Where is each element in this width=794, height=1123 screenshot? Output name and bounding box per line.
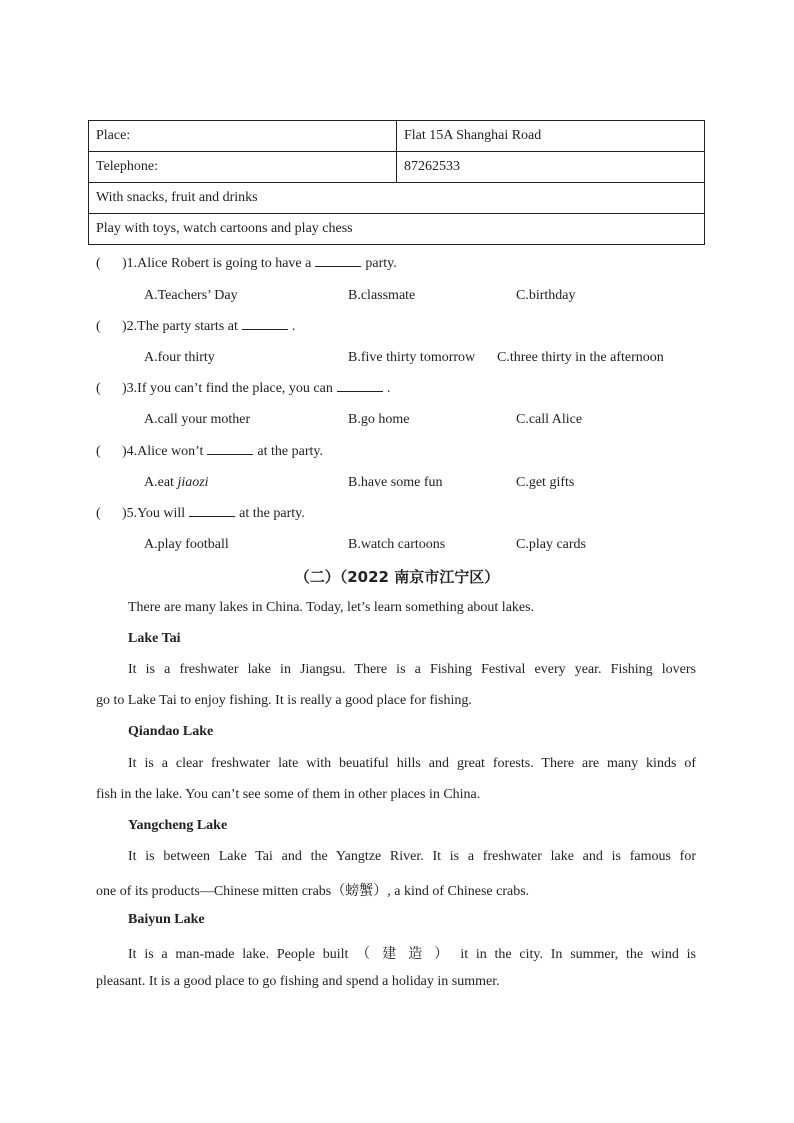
question-text-end: at the party. bbox=[239, 506, 305, 521]
lake-paragraph-line: go to Lake Tai to enjoy fishing. It is really a good place for fishing. bbox=[96, 693, 472, 708]
answer-paren-close: ) bbox=[122, 381, 127, 396]
table-cell: 87262533 bbox=[397, 152, 705, 183]
lake-heading: Yangcheng Lake bbox=[128, 818, 228, 833]
answer-paren-open: ( bbox=[96, 381, 101, 396]
answer-blank bbox=[242, 328, 288, 330]
answer-paren-close: ) bbox=[122, 256, 127, 271]
option-a-italic-word: jiaozi bbox=[177, 475, 209, 490]
option-c: C.call Alice bbox=[516, 412, 583, 427]
question-number: 3. bbox=[126, 381, 138, 396]
table-cell: Telephone: bbox=[89, 152, 397, 183]
answer-paren-close: ) bbox=[122, 506, 127, 521]
question-number: 5. bbox=[126, 506, 138, 521]
info-table bbox=[88, 120, 705, 245]
answer-blank bbox=[337, 390, 383, 392]
question-text-end: . bbox=[291, 319, 296, 334]
question-1 bbox=[96, 256, 397, 272]
answer-paren-open: ( bbox=[96, 319, 101, 334]
option-a: A.play football bbox=[144, 537, 229, 552]
answer-paren-close: ) bbox=[122, 319, 127, 334]
section-title: （二）（2022 南京市江宁区） bbox=[294, 568, 500, 586]
table-row bbox=[89, 214, 705, 245]
question-2 bbox=[96, 319, 295, 335]
answer-blank bbox=[315, 265, 361, 267]
option-a: A.four thirty bbox=[144, 350, 215, 365]
lake-paragraph-line: fish in the lake. You can’t see some of them in other places in China. bbox=[96, 787, 481, 802]
option-a: A.call your mother bbox=[144, 412, 251, 427]
option-b: B.classmate bbox=[348, 288, 416, 303]
option-c: C.play cards bbox=[516, 537, 586, 552]
option-b: B.have some fun bbox=[348, 475, 443, 490]
table-row bbox=[89, 121, 705, 152]
table-cell: Play with toys, watch cartoons and play chess bbox=[89, 214, 705, 245]
question-text-end: at the party. bbox=[257, 444, 323, 459]
table-row bbox=[89, 152, 705, 183]
lake-paragraph-line: It is between Lake Tai and the Yangtze River. It is a freshwater lake and is famous for bbox=[128, 849, 696, 864]
lake-heading: Baiyun Lake bbox=[128, 912, 205, 927]
answer-paren-close: ) bbox=[122, 444, 127, 459]
question-3 bbox=[96, 381, 390, 397]
answer-paren-open: ( bbox=[96, 506, 101, 521]
lake-heading: Lake Tai bbox=[128, 631, 181, 646]
table-row bbox=[89, 183, 705, 214]
question-text-end: . bbox=[386, 381, 391, 396]
lake-heading: Qiandao Lake bbox=[128, 724, 214, 739]
option-b: B.go home bbox=[348, 412, 410, 427]
lake-paragraph-line: It is a man-made lake. People built （ 建 造 ） it in the city. In summer, the wind is bbox=[128, 947, 696, 962]
answer-paren-open: ( bbox=[96, 444, 101, 459]
question-text: You will bbox=[137, 506, 186, 521]
table-cell: Flat 15A Shanghai Road bbox=[397, 121, 705, 152]
question-text: Alice Robert is going to have a bbox=[137, 256, 312, 271]
question-text: The party starts at bbox=[137, 319, 238, 334]
table-cell: Place: bbox=[89, 121, 397, 152]
option-a bbox=[144, 475, 209, 491]
lake-paragraph-line: It is a freshwater lake in Jiangsu. There is a Fishing Festival every year. Fishing lovers bbox=[128, 662, 696, 677]
option-c: C.get gifts bbox=[516, 475, 575, 490]
question-text-end: party. bbox=[365, 256, 397, 271]
question-5 bbox=[96, 506, 305, 522]
table-cell: With snacks, fruit and drinks bbox=[89, 183, 705, 214]
question-number: 4. bbox=[126, 444, 138, 459]
lake-paragraph-line: pleasant. It is a good place to go fishing and spend a holiday in summer. bbox=[96, 974, 500, 989]
option-a-label: A.eat bbox=[144, 475, 178, 490]
option-c: C.birthday bbox=[516, 288, 576, 303]
option-b: B.watch cartoons bbox=[348, 537, 446, 552]
answer-blank bbox=[189, 515, 235, 517]
question-number: 1. bbox=[126, 256, 138, 271]
question-text: If you can’t find the place, you can bbox=[137, 381, 333, 396]
answer-blank bbox=[207, 453, 253, 455]
question-text: Alice won’t bbox=[137, 444, 204, 459]
answer-paren-open: ( bbox=[96, 256, 101, 271]
option-c: C.three thirty in the afternoon bbox=[497, 350, 664, 365]
lake-paragraph-line: It is a clear freshwater late with beuatiful hills and great forests. There are many kinds of bbox=[128, 756, 696, 771]
intro-paragraph: There are many lakes in China. Today, let’s learn something about lakes. bbox=[128, 600, 535, 615]
lake-paragraph-line: one of its products—Chinese mitten crabs（螃蟹）, a kind of Chinese crabs. bbox=[96, 884, 530, 899]
question-number: 2. bbox=[126, 319, 138, 334]
question-4 bbox=[96, 444, 323, 460]
option-b: B.five thirty tomorrow bbox=[348, 350, 476, 365]
option-a: A.Teachers’ Day bbox=[144, 288, 238, 303]
